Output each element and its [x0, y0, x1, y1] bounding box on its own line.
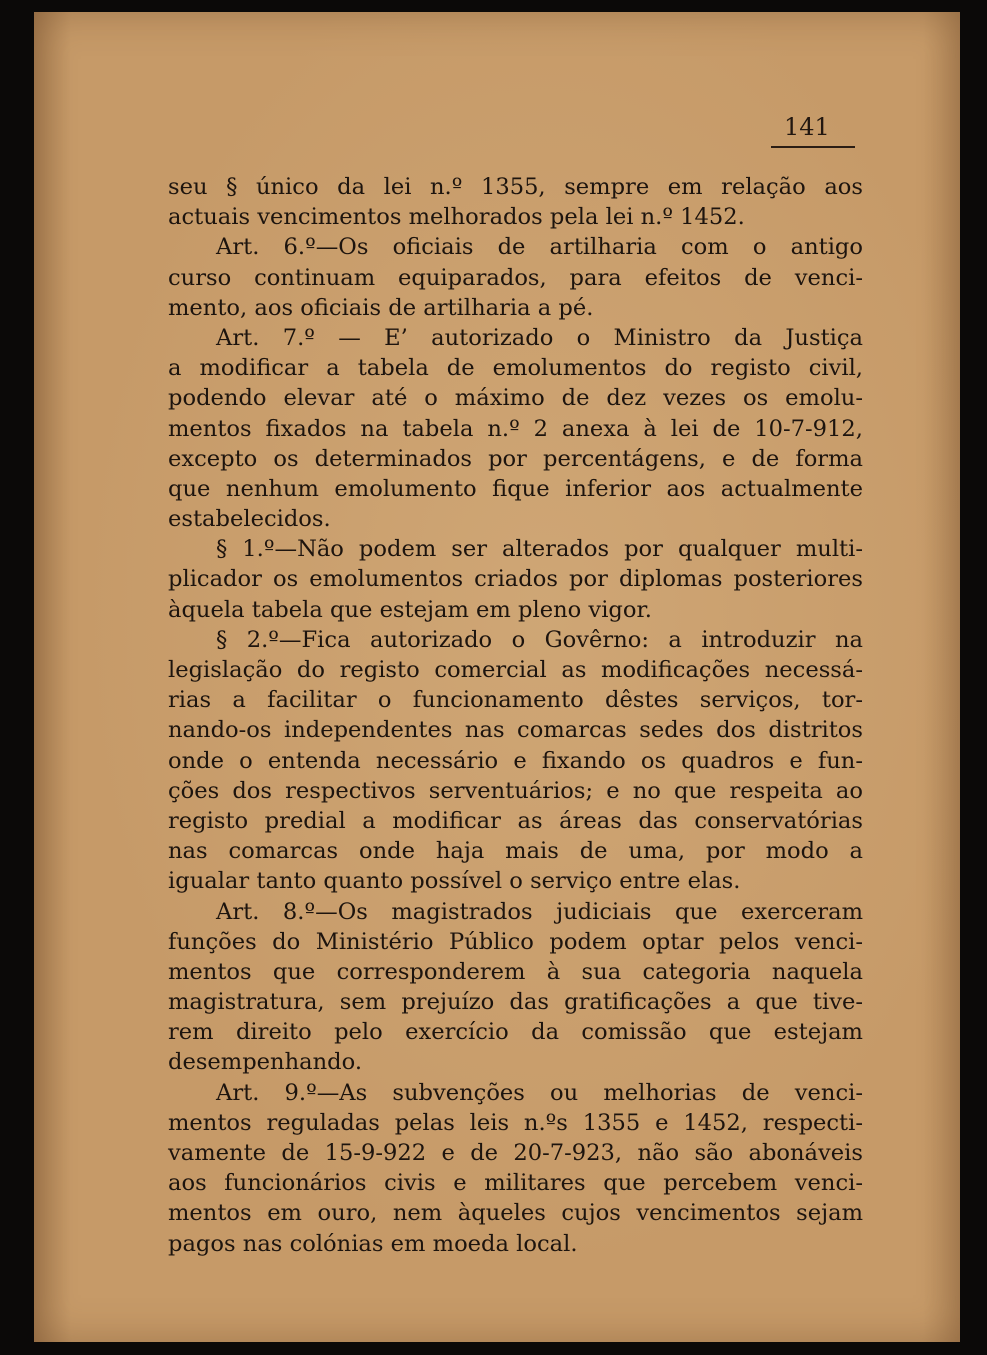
text-line: seu § único da lei n.º 1355, sempre em relação aos: [168, 174, 863, 200]
text-line: rias a facilitar o funcionamento dêstes serviços, tor-: [168, 687, 863, 714]
text-line: Art. 6.º—Os oficiais de artilharia com o antigo: [216, 234, 863, 261]
header-rule: [771, 146, 855, 148]
text-line: nas comarcas onde haja mais de uma, por modo a: [168, 838, 863, 865]
text-line: mento, aos oficiais de artilharia a pé.: [168, 294, 594, 321]
text-line: pagos nas colónias em moeda local.: [168, 1230, 578, 1257]
text-line: Art. 7.º — E’ autorizado o Ministro da Justiça: [216, 324, 863, 351]
text-line: a modificar a tabela de emolumentos do registo civil,: [168, 355, 863, 382]
text-line: mentos reguladas pelas leis n.ºs 1355 e 1452, respecti-: [168, 1109, 863, 1136]
text-line: actuais vencimentos melhorados pela lei n.º 1452.: [168, 204, 745, 231]
text-line: curso continuam equiparados, para efeitos de venci-: [168, 264, 863, 291]
text-line: nando-os independentes nas comarcas sedes dos distritos: [168, 717, 863, 744]
text-line: Art. 9.º—As subvenções ou melhorias de venci-: [216, 1079, 863, 1106]
text-line: rem direito pelo exercício da comissão que estejam: [168, 1019, 863, 1046]
text-line: mentos fixados na tabela n.º 2 anexa à lei de 10-7-912,: [168, 415, 863, 442]
text-line: registo predial a modificar as áreas das conservatórias: [168, 807, 863, 834]
text-line: que nenhum emolumento fique inferior aos actualmente: [168, 475, 863, 502]
text-line: legislação do registo comercial as modificações necessá-: [168, 657, 863, 683]
text-line: mentos em ouro, nem àqueles cujos vencimentos sejam: [168, 1200, 863, 1227]
text-line: aos funcionários civis e militares que percebem venci-: [168, 1170, 863, 1197]
text-line: magistratura, sem prejuízo das gratificações a que tive-: [168, 989, 863, 1016]
text-line: mentos que corresponderem à sua categoria naquela: [168, 958, 863, 985]
text-line: § 2.º—Fica autorizado o Govêrno: a introduzir na: [216, 626, 863, 653]
text-line: excepto os determinados por percentágens, e de forma: [168, 445, 863, 472]
text-line: desempenhando.: [168, 1049, 363, 1076]
body-text: [168, 172, 863, 1259]
text-line: plicador os emolumentos criados por diplomas posteriores: [168, 566, 863, 593]
text-line: igualar tanto quanto possível o serviço entre elas.: [168, 868, 741, 895]
text-line: onde o entenda necessário e fixando os quadros e fun-: [168, 747, 863, 774]
text-line: estabelecidos.: [168, 506, 331, 533]
text-line: podendo elevar até o máximo de dez vezes os emolu-: [168, 385, 863, 412]
text-line: ções dos respectivos serventuários; e no que respeita ao: [168, 777, 863, 804]
text-line: § 1.º—Não podem ser alterados por qualquer multi-: [216, 536, 863, 563]
text-line: vamente de 15-9-922 e de 20-7-923, não são abonáveis: [168, 1140, 863, 1166]
text-line: funções do Ministério Público podem optar pelos venci-: [168, 928, 863, 955]
page-number: 141: [784, 113, 830, 141]
text-line: àquela tabela que estejam em pleno vigor.: [168, 596, 652, 623]
text-line: Art. 8.º—Os magistrados judiciais que exerceram: [216, 898, 863, 925]
